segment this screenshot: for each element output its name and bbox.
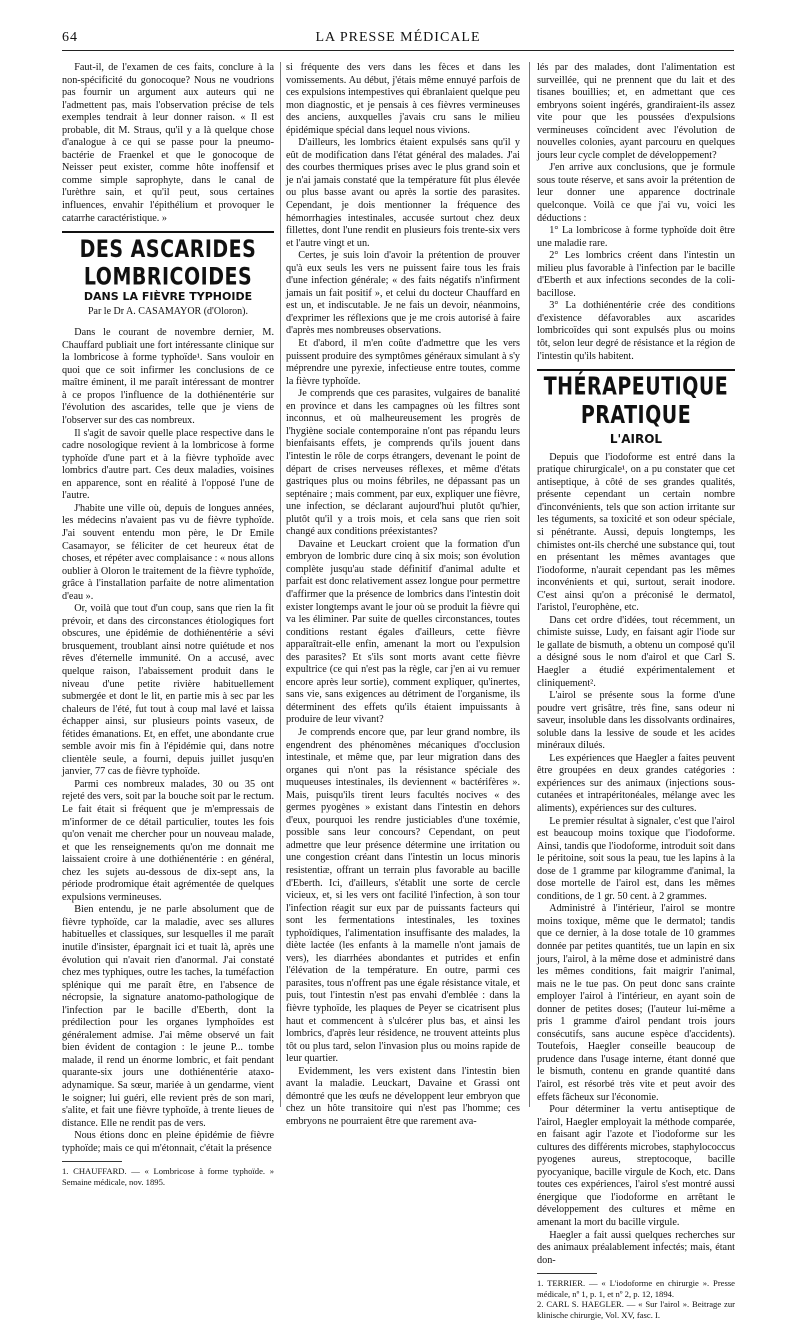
paragraph: Je comprends que ces parasites, vulgaires de banalité en province et dans les campagnes où les filtres sont inconnus, et où malheureusement les progrès de l'hygiène sociale contemporaine n'ont pas répandu leurs bienfaisants effets, je comprends qu'ils jouent dans l'intestin le rôle de corps étrangers, devenant le point de départ de crises nerveuses réflexes, et même d'états gastriques plus ou moins fébriles, ne dépassant pas un septénaire ; mais comment, par eux, expliquer une fièvre, une infection, se déclarant aujourd'hui plutôt qu'hier, plutôt qu'il y a trois mois, et cela sans que rien soit changé aux conditions préexistantes? <box>286 388 520 538</box>
page-header <box>62 30 734 48</box>
paragraph: si fréquente des vers dans les fèces et dans les vomissements. Au début, j'étais même ennuyé parfois de ces expulsions intempestives qui ébranlaient quelque peu mon diagnostic, et je pensais à ces fièvres vermineuses des anciens, auxquelles j'avais cru sans le milieu épidémique spécial dans lequel nous vivions. <box>286 62 520 136</box>
paragraph: Davaine et Leuckart croient que la formation d'un embryon de lombric dure cinq à six mois; son évolution complète jusqu'au stade définitif d'animal adulte et parfait est donc relativement assez longue pour permettre d'affirmer que la présence de lombrics dans l'intestin doit exister longtemps avant le jour où se produit la fièvre qui va les éliminer. Par suite de quelles circonstances, toutes conditions restant égales d'ailleurs, cette fièvre apparaîtrait-elle enfin, amenant la mort ou l'expulsion des parasites? Et s'ils sont morts avant cette fièvre expultrice (ce qui n'est pas la règle, car j'en ai vu remuer encore après leur sortie), comment expliquer, qu'inertes, sans vie, sans exigences au détriment de l'organisme, ils déterminent des effets qu'ils étaient impuissants à produire de leur vivant? <box>286 538 520 726</box>
journal-title: LA PRESSE MÉDICALE <box>315 30 481 45</box>
paragraph: Parmi ces nombreux malades, 30 ou 35 ont rejeté des vers, soit par la bouche soit par le rectum. Le fait était si fréquent que je m'empressais de m'informer de ce détail particulier, toutes les fois qu'on venait me chercher pour un nouveau malade, et que les renseignements qu'on me donnait me laissaient croire à une dothiénentérie : en général, chez les sujets au-dessous de dix-sept ans, la période prodromique était agrémentée de quelques expulsions vermineuses. <box>62 778 274 903</box>
section-rule <box>537 369 735 371</box>
paragraph: Il s'agit de savoir quelle place respective dans le cadre nosologique revient à la lombricose à forme typhoïde d'une part et à la fièvre typhoïde avec lombrics d'autre part. Ces deux maladies, voisines en apparence, sont en réalité à l'opposé l'une de l'autre. <box>62 427 274 502</box>
paragraph: Evidemment, les vers existent dans l'intestin bien avant la maladie. Leuckart, Davaine et Grassi ont démontré que les œufs ne développent leur embryon que chez un hôte transitoire qui n'est pas l'homme; ces embryons ne pourraient être que rarement ava- <box>286 1065 520 1127</box>
column-divider-1 <box>280 62 281 1107</box>
column-2 <box>286 62 520 1127</box>
paragraph: L'airol se présente sous la forme d'une poudre vert grisâtre, très fine, sans odeur ni saveur, insoluble dans les dissolvants ordinaires, soluble dans la lessive de soude et les acides minéraux dilués. <box>537 690 735 752</box>
column-1 <box>62 62 274 1187</box>
conclusion-item: 2° Les lombrics créent dans l'intestin un milieu plus favorable à l'infection par le bacille d'Eberth et aux infections secondes de la coli-bacillose. <box>537 250 735 299</box>
article-title: DES ASCARIDES LOMBRICOIDES <box>79 235 257 291</box>
article-rule <box>62 231 274 233</box>
article-subtitle: DANS LA FIÈVRE TYPHOIDE <box>83 290 253 304</box>
page-number: 64 <box>62 30 78 45</box>
article-byline: Par le Dr A. CASAMAYOR (d'Oloron). <box>87 305 249 317</box>
footnote-rule <box>62 1161 122 1162</box>
footnote: 1. TERRIER. — « L'iodoforme en chirurgie ». Presse médicale, nº 1, p. 1, et nº 2, p. 12, 1894. <box>537 1278 735 1299</box>
paragraph: D'ailleurs, les lombrics étaient expulsés sans qu'il y eût de modification dans l'état général des malades. J'ai des courbes thermiques prises avec le plus grand soin et je n'ai jamais constaté que la température fût plus élevée ou plus basse avant ou après la sortie des parasites. Cependant, je dois mentionner la fréquence des hémorrhagies intestinales, accusée surtout chez deux fillettes, dont l'une rendit en plusieurs fois trente-six vers et l'autre vingt et un. <box>286 137 520 249</box>
paragraph: Et d'abord, il m'en coûte d'admettre que les vers puissent produire des symptômes généraux simulant à s'y méprendre une pyrexie, infectieuse entre toutes, comme la fièvre typhoïde. <box>286 338 520 387</box>
footnote: 1. CHAUFFARD. — « Lombricose à forme typhoïde. » Semaine médicale, nov. 1895. <box>62 1166 274 1187</box>
paragraph: lés par des malades, dont l'alimentation est surveillée, qui ne prennent que du lait et des tisanes bouillies; et, en admettant que ces embryons soient ingérés, grandiraient-ils assez vite pour que les poussées d'expulsions vermineuses coïncident avec l'évolution de nouvelles colonies, ayant parcouru en quelques jours leur cycle complet de développement? <box>537 62 735 161</box>
paragraph: Administré à l'intérieur, l'airol se montre moins toxique, même que le dermatol; tandis que ce dernier, à la dose totale de 10 grammes donnée par petites quantités, tue un lapin en six jours, l'airol, à la même dose et administré dans les mêmes conditions, fait maigrir l'animal, mais ne le tue pas. On peut donc sans crainte employer l'airol à l'intérieur, en ayant soin de donner de petites doses; (l'auteur lui-même a pris 1 gramme d'airol pendant trois jours consécutifs, sans aucune espèce d'accidents). Toutefois, Haegler conseille beaucoup de prudence dans l'usage interne, étant donné que le bismuth, contenu en grande quantité dans l'airol, est résorbé très vite et peut avoir des effets fâcheux sur l'économie. <box>537 903 735 1103</box>
paragraph: Certes, je suis loin d'avoir la prétention de prouver qu'à eux seuls les vers ne puissent faire tous les frais d'une infection générale; « des faits négatifs n'infirment jamais un fait positif », et celui du docteur Chauffard en est un, et indiscutable. Je ne fais un devoir, néanmoins, d'exprimer les réflexions que je me crois autorisé à faire d'après mes nombreuses observations. <box>286 250 520 337</box>
paragraph: Dans cet ordre d'idées, tout récemment, un chimiste suisse, Ludy, en faisant agir l'iode sur le gallate de bismuth, a obtenu un composé qu'il a désigné sous le nom d'airol et que Carl S. Haegler a étudié expérimentalement et cliniquement². <box>537 614 735 689</box>
paragraph: Dans le courant de novembre dernier, M. Chauffard publiait une fort intéressante clinique sur la lombricose à forme typhoïde¹. Sans vouloir en quoi que ce soit infirmer les conclusions de ce maître éminent, il me paraît intéressant de montrer à ce propos l'influence de la dothiénentérie sur l'évolution des ascarides, telle que je viens de l'observer sur des cas nombreux. <box>62 327 274 427</box>
header-rule <box>62 50 734 51</box>
section-title: THÉRAPEUTIQUE PRATIQUE <box>543 372 729 430</box>
paragraph: Depuis que l'iodoforme est entré dans la pratique chirurgicale¹, on a pu constater que cet antiseptique, à côté de ses grandes qualités, présente cependant un certain nombre d'inconvénients, tels que son action irritante sur les téguments, sa toxicité et son odeur spéciale, si pénétrante. Aussi, depuis longtemps, les chimistes ont-ils cherché une substance qui, tout en présentant les mêmes avantages que l'iodoforme, n'aurait cependant pas les mêmes inconvénients et qui, surtout, serait inodore. C'est ainsi qu'on a préconisé le dermatol, l'aristol, l'europhène, etc. <box>537 451 735 614</box>
paragraph: Le premier résultat à signaler, c'est que l'airol est beaucoup moins toxique que l'iodoforme. Ainsi, tandis que l'iodoforme, introduit soit dans le péritoine, soit sous la peau, tue les lapins à la dose de 1 gramme par kilogramme d'animal, la dose mortelle de l'airol est, dans les mêmes conditions, de 1 gr. 50 cent. à 2 grammes. <box>537 815 735 902</box>
column-3 <box>537 62 735 1320</box>
conclusion-item: 1° La lombricose à forme typhoïde doit être une maladie rare. <box>537 225 735 249</box>
intro-paragraph: Faut-il, de l'examen de ces faits, conclure à la non-spécificité du gonocoque? Nous ne voudrions pas fournir un argument aux auteurs qui ne l'admettent pas, mais l'observation précise de tels exemples tendrait à leur donner raison. « Il est probable, dit M. Straus, qu'il y a là quelque chose d'analogue à ce qui se passe pour la pneumo-bactérie de Fraenkel et que le gonocoque de Neisser peut exister, comme hôte inoffensif et comme simple saprophyte, dans le canal de l'urèthre sain, et qu'il peut, sous certaines influences, envahir l'épithélium et provoquer le catarrhe caractéristique. » <box>62 62 274 224</box>
paragraph: Nous étions donc en pleine épidémie de fièvre typhoïde; mais ce qui m'étonnait, c'était la présence <box>62 1130 274 1154</box>
paragraph: Bien entendu, je ne parle absolument que de fièvre typhoïde, car la maladie, avec ses allures habituelles et classiques, sur lesquelles il me paraît inutile d'insister, épargnait ici et tuait là, après une évolution qui n'avait rien d'anormal. J'ai constaté chez mes typhiques, outre les taches, la tuméfaction splénique qui me paraît être, en l'absence de nécropsie, la signature anatomo-pathologique de l'infection par le bacille d'Eberth, dont la prédilection pour les organes lymphoïdes est généralement admise. J'ai même observé un fait bien évident de contagion : le jeune P... tombe malade, il rend un énorme lombric, et fait pendant quarante-six jours une dothiénentérie ataxo-adynamique. Sa sœur, mariée à un gendarme, vient le soigner; lui guéri, elle revient près de son mari, s'alite, et fait une fièvre typhoïde, à trente lieues de distance. Elle ne rendit pas de vers. <box>62 904 274 1129</box>
conclusion-item: 3° La dothiénentérie crée des conditions d'existence défavorables aux ascarides lombricoïdes qui sont expulsés plus ou moins tôt, selon leur degré de résistance et la région de l'intestin qu'ils habitent. <box>537 300 735 362</box>
paragraph: Or, voilà que tout d'un coup, sans que rien la fit prévoir, et dans des circonstances étiologiques fort obscures, une épidémie de dothiénentérie a sévi brusquement, troublant ainsi notre quiétude et nos rêves d'éternelle immunité. On a accusé, avec quelque raison, l'abaissement produit dans le niveau d'une petite rivière habituellement submergée et dont le lit, en partie mis à sec par les chaleurs de l'été, fut tout à coup mal lavé et laissa échapper ainsi, sur plusieurs points vaseux, de fétides émanations. Et, en effet, une abondante crue semble avoir mis fin à l'épidémie qui, dans notre clientèle seule, a fourni, depuis juillet jusqu'en janvier, 77 cas de fièvre typhoïde. <box>62 603 274 778</box>
footnote-rule <box>537 1273 597 1274</box>
paragraph: Haegler a fait aussi quelques recherches sur des animaux préalablement infectés; mais, étant don- <box>537 1229 735 1266</box>
article-title: L'AIROL <box>609 432 663 447</box>
paragraph: Les expériences que Haegler a faites peuvent être groupées en deux grandes catégories : expériences sur des animaux (injections sous-cutanées et intrapéritonéales, mélange avec les aliments), expériences sur des cultures. <box>537 752 735 814</box>
paragraph: Pour déterminer la vertu antiseptique de l'airol, Haegler employait la méthode comparée, en faisant agir l'azote et l'iodoforme sur les cultures des différents microbes, staphylococcus pyogenes aureus, streptocoque, bacille pyocyanique, bacille virgule de Koch, etc. Dans toutes ces expériences, l'airol s'est montré aussi énergique que l'iodoforme en arrêtant le développement des cultures et même en amenant la mort du bacille virgule. <box>537 1104 735 1229</box>
paragraph: Je comprends encore que, par leur grand nombre, ils engendrent des phénomènes mécaniques d'occlusion intestinale, et même que, par leur migration dans des organes qui n'ont pas la résistance spéciale des muqueuses intestinales, ils deviennent « bactérifères ». Mais, puisqu'ils tirent leurs facultés nocives « des germes pyogènes » existant dans l'intestin en dehors d'eux, pourquoi les rendre justiciables d'une toxémie, possible sans leur concours? Cependant, on peut admettre que leur présence détermine une irritation ou une congestion créant dans l'intestin un locus minoris resistentiæ, offrant un terrain plus favorable au bacille d'Eberth. Ici, d'ailleurs, s'établit une sorte de cercle vicieux, et, si les vers ont facilité l'infection, à son tour l'infection réagit sur eux par de puissants facteurs qui sont les fermentations intestinales, les toxines typhoïdiques, l'alimentation insuffisante des malades, la diète lactée (les enfants à la mamelle n'ont jamais de vers), les diarrhées abondantes et putrides et enfin l'élévation de la température. En outre, parmi ces parasites, tous n'offrent pas une égale résistance vitale, et puis, tout l'intestin n'est pas envahi d'emblée : dans la fièvre typhoïde, les plaques de Peyer se cicatrisent plus haut et commencent à s'ulcérer plus bas, et ainsi les lombrics, d'après leur résidence, ne trouvent atteints plus tôt ou plus tard, selon l'invasion plus ou moins rapide de leur quartier. <box>286 726 520 1065</box>
column-divider-2 <box>529 62 530 1107</box>
paragraph: J'en arrive aux conclusions, que je formule sous toute réserve, et sans avoir la prétention de leur donner une apparence doctrinale quelconque. Voilà ce que j'ai vu, voici les déductions : <box>537 162 735 224</box>
footnote: 2. CARL S. HAEGLER. — « Sur l'airol ». Beitrage zur klinische chirurgie, Vol. XV, fasc. I. <box>537 1299 735 1320</box>
paragraph: J'habite une ville où, depuis de longues années, les médecins n'avaient pas vu de fièvre typhoïde. J'ai souvent entendu mon père, le Dr Emile Casamayor, se féliciter de cet heureux état de choses, et répéter avec complaisance : « nous allons oublier à Oloron le traitement de la fièvre typhoïde, grâce à l'installation parfaite de notre alimentation d'eau ». <box>62 502 274 602</box>
